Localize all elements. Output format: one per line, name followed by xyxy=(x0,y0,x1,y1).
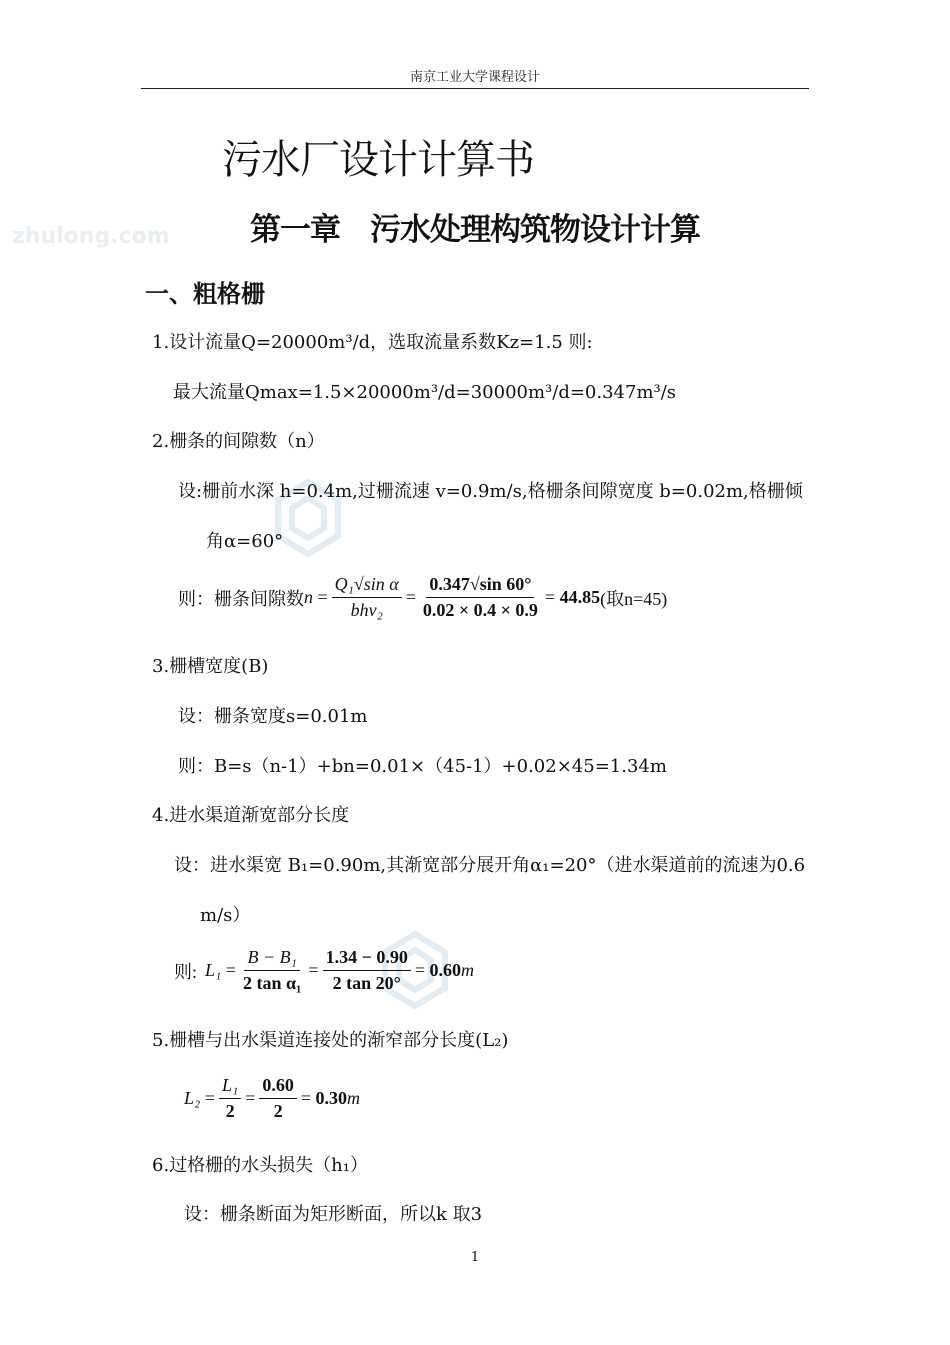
formula-lhs: L₁ xyxy=(205,960,222,980)
formula-prefix: 则: xyxy=(174,961,198,982)
formula-narrowing-length: L₂ = $\frac{\text{L₁}}{2}$ = $\frac{0.60}{2}$ = 0.30 m xyxy=(184,1075,361,1121)
item-3-result: 则：B=s（n-1）+bn=0.01×（45-1）+0.02×45=1.34m xyxy=(178,756,667,777)
item-2 xyxy=(152,427,325,453)
formula-note: (取n=45) xyxy=(600,588,668,609)
item-number: 6. xyxy=(152,1155,170,1176)
item-text: 栅槽与出水渠道连接处的渐窄部分长度(L₂) xyxy=(169,1030,509,1051)
formula-fraction: $\frac{1.34 - 0.90}{2 \tan 20^\circ}$ xyxy=(323,947,411,994)
formula-bar-count: 则：栅条间隙数 n = $\frac{\text{Q₁√sin α}}{\text{bhv₂}}$ = $\frac{0.347√\sin 60^\circ}{0.02 \times 0.4 \times 0.9}$ = 44.85 (取n=45) xyxy=(178,574,668,620)
item-6 xyxy=(152,1151,368,1177)
page-number: 1 xyxy=(470,1250,480,1265)
item-text: 过格栅的水头损失（h₁） xyxy=(169,1155,368,1176)
chapter-heading: 第一章 污水处理构筑物设计计算 xyxy=(250,212,700,248)
formula-prefix: 则：栅条间隙数 xyxy=(178,588,304,609)
watermark-text: zhulong.com xyxy=(12,224,170,249)
item-4 xyxy=(152,801,349,827)
formula-fraction: $\frac{\text{L₁}}{2}$ xyxy=(219,1075,241,1122)
item-3 xyxy=(152,652,268,678)
item-6-assumption: 设：栅条断面为矩形断面，所以k 取3 xyxy=(184,1204,483,1225)
item-1 xyxy=(152,328,593,354)
item-number: 4. xyxy=(152,805,170,826)
item-2-assumption: 设:栅前水深 h=0.4m,过栅流速 v=0.9m/s,格栅条间隙宽度 b=0.02m,格栅倾 xyxy=(178,481,803,502)
item-text: 栅条的间隙数（n） xyxy=(169,431,325,452)
formula-result: 0.30 xyxy=(315,1088,348,1108)
item-3-assumption: 设：栅条宽度s=0.01m xyxy=(178,706,368,727)
item-number: 2. xyxy=(152,431,170,452)
formula-lhs: L₂ xyxy=(184,1088,201,1108)
formula-fraction: $\frac{\text{B − B₁}}{\text{2 tan α₁}}$ xyxy=(242,947,302,993)
formula-fraction: $\frac{\text{Q₁√sin α}}{\text{bhv₂}}$ xyxy=(332,574,402,621)
item-number: 3. xyxy=(152,656,170,677)
item-1-detail: 最大流量Qmax=1.5×20000m³/d=30000m³/d=0.347m³/s xyxy=(173,382,677,403)
document-title: 污水厂设计计算书 xyxy=(222,137,534,183)
formula-fraction: $\frac{0.60}{2}$ xyxy=(259,1075,297,1122)
formula-fraction: $\frac{0.347√\sin 60^\circ}{0.02 \times 0.4 \times 0.9}$ xyxy=(422,574,538,620)
item-5 xyxy=(152,1026,508,1052)
formula-unit: m xyxy=(347,1088,361,1108)
item-number: 1. xyxy=(152,332,170,353)
formula-result: 44.85 xyxy=(559,587,601,607)
formula-lhs: n xyxy=(304,587,313,607)
item-4-assumption-cont: m/s） xyxy=(200,905,251,926)
item-2-assumption-cont: 角α=60° xyxy=(206,531,284,552)
formula-result: 0.60 xyxy=(429,960,461,980)
formula-unit: m xyxy=(460,960,474,980)
formula-widening-length: 则: L₁ = $\frac{\text{B − B₁}}{\text{2 tan α₁}}$ = $\frac{1.34 - 0.90}{2 \tan 20^\circ}$ = 0.60 m xyxy=(174,947,474,993)
item-text: 进水渠道渐宽部分长度 xyxy=(169,805,350,826)
page-header: 南京工业大学课程设计 xyxy=(409,70,540,85)
item-4-assumption: 设：进水渠宽 B₁=0.90m,其渐宽部分展开角α₁=20°（进水渠道前的流速为0.6 xyxy=(174,855,806,876)
item-text: 栅槽宽度(B) xyxy=(169,656,269,677)
section-heading: 一、粗格栅 xyxy=(145,280,265,308)
item-text: 设计流量Q=20000m³/d，选取流量系数Kz=1.5 则: xyxy=(169,332,593,353)
item-number: 5. xyxy=(152,1030,170,1051)
header-rule xyxy=(141,88,809,89)
